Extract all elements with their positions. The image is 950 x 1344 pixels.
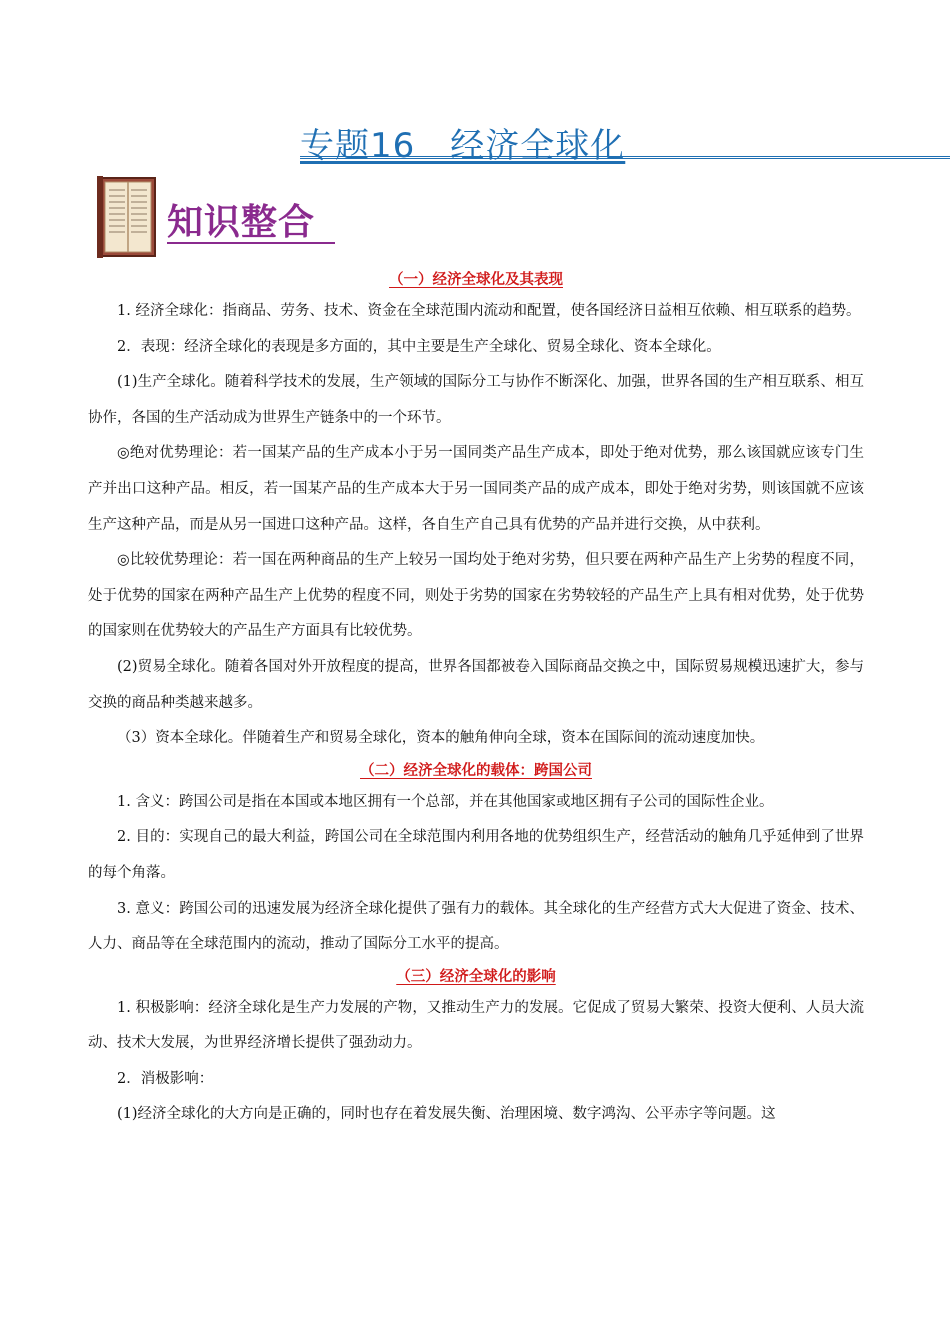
paragraph: 2．表现：经济全球化的表现是多方面的，其中主要是生产全球化、贸易全球化、资本全球化。: [117, 338, 721, 355]
paragraph: ◎比较优势理论：若一国在两种商品的生产上较另一国均处于绝对劣势，但只要在两种产品生产上劣势的程度不同，处于优势的国家在两种产品生产上优势的程度不同，则处于劣势的国家在劣势较轻的产品生产上具有相对优势，处于优势的国家则在优势较大的产品生产方面具有比较优势。: [88, 552, 864, 640]
section-heading: （二）经济全球化的载体：跨国公司: [360, 761, 592, 779]
section-2: [88, 757, 864, 963]
section-3: [88, 963, 864, 1133]
title-area: [0, 118, 950, 166]
banner-underline: [167, 242, 335, 244]
title-underline: [300, 156, 950, 159]
section-1: [88, 266, 864, 757]
paragraph: 2. 目的：实现自己的最大利益，跨国公司在全球范围内利用各地的优势组织生产，经营活动的触角几乎延伸到了世界的每个角落。: [88, 829, 864, 881]
section-banner: [95, 172, 335, 262]
page-title: 专题16 经济全球化: [300, 126, 626, 166]
section-heading: （一）经济全球化及其表现: [389, 271, 563, 288]
banner-title: 知识整合: [167, 202, 316, 243]
document-body: [88, 266, 864, 1133]
paragraph: (1)经济全球化的大方向是正确的，同时也存在着发展失衡、治理困境、数字鸿沟、公平赤字等问题。这: [117, 1106, 776, 1123]
paragraph: 2．消极影响：: [117, 1070, 214, 1087]
section-heading: （三）经济全球化的影响: [396, 967, 556, 985]
paragraph: 3. 意义：跨国公司的迅速发展为经济全球化提供了强有力的载体。其全球化的生产经营方式大大促进了资金、技术、人力、商品等在全球范围内的流动，推动了国际分工水平的提高。: [88, 900, 864, 953]
paragraph: (2)贸易全球化。随着各国对外开放程度的提高，世界各国都被卷入国际商品交换之中，国际贸易规模迅速扩大，参与交换的商品种类越来越多。: [88, 658, 864, 711]
book-icon: [95, 172, 161, 260]
paragraph: 1. 含义：跨国公司是指在本国或本地区拥有一个总部，并在其他国家或地区拥有子公司的国际性企业。: [117, 793, 774, 810]
paragraph: ◎绝对优势理论：若一国某产品的生产成本小于另一国同类产品生产成本，即处于绝对优势，那么该国就应该专门生产并出口这种产品。相反，若一国某产品的生产成本大于另一国同类产品的成产成本，即处于绝对劣势，则该国就不应该生产这种产品，而是从另一国进口这种产品。这样，各自生产自己具有优势的产品并进行交换，从中获利。: [88, 445, 864, 533]
paragraph: 1. 经济全球化：指商品、劳务、技术、资金在全球范围内流动和配置，使各国经济日益相互依赖、相互联系的趋势。: [117, 303, 861, 319]
paragraph: (1)生产全球化。随着科学技术的发展，生产领域的国际分工与协作不断深化、加强，世界各国的生产相互联系、相互协作，各国的生产活动成为世界生产链条中的一个环节。: [88, 374, 864, 426]
paragraph: 1. 积极影响：经济全球化是生产力发展的产物，又推动生产力的发展。它促成了贸易大繁荣、投资大便利、人员大流动、技术大发展，为世界经济增长提供了强劲动力。: [88, 999, 864, 1052]
paragraph: （3）资本全球化。伴随着生产和贸易全球化，资本的触角伸向全球，资本在国际间的流动速度加快。: [117, 730, 765, 747]
